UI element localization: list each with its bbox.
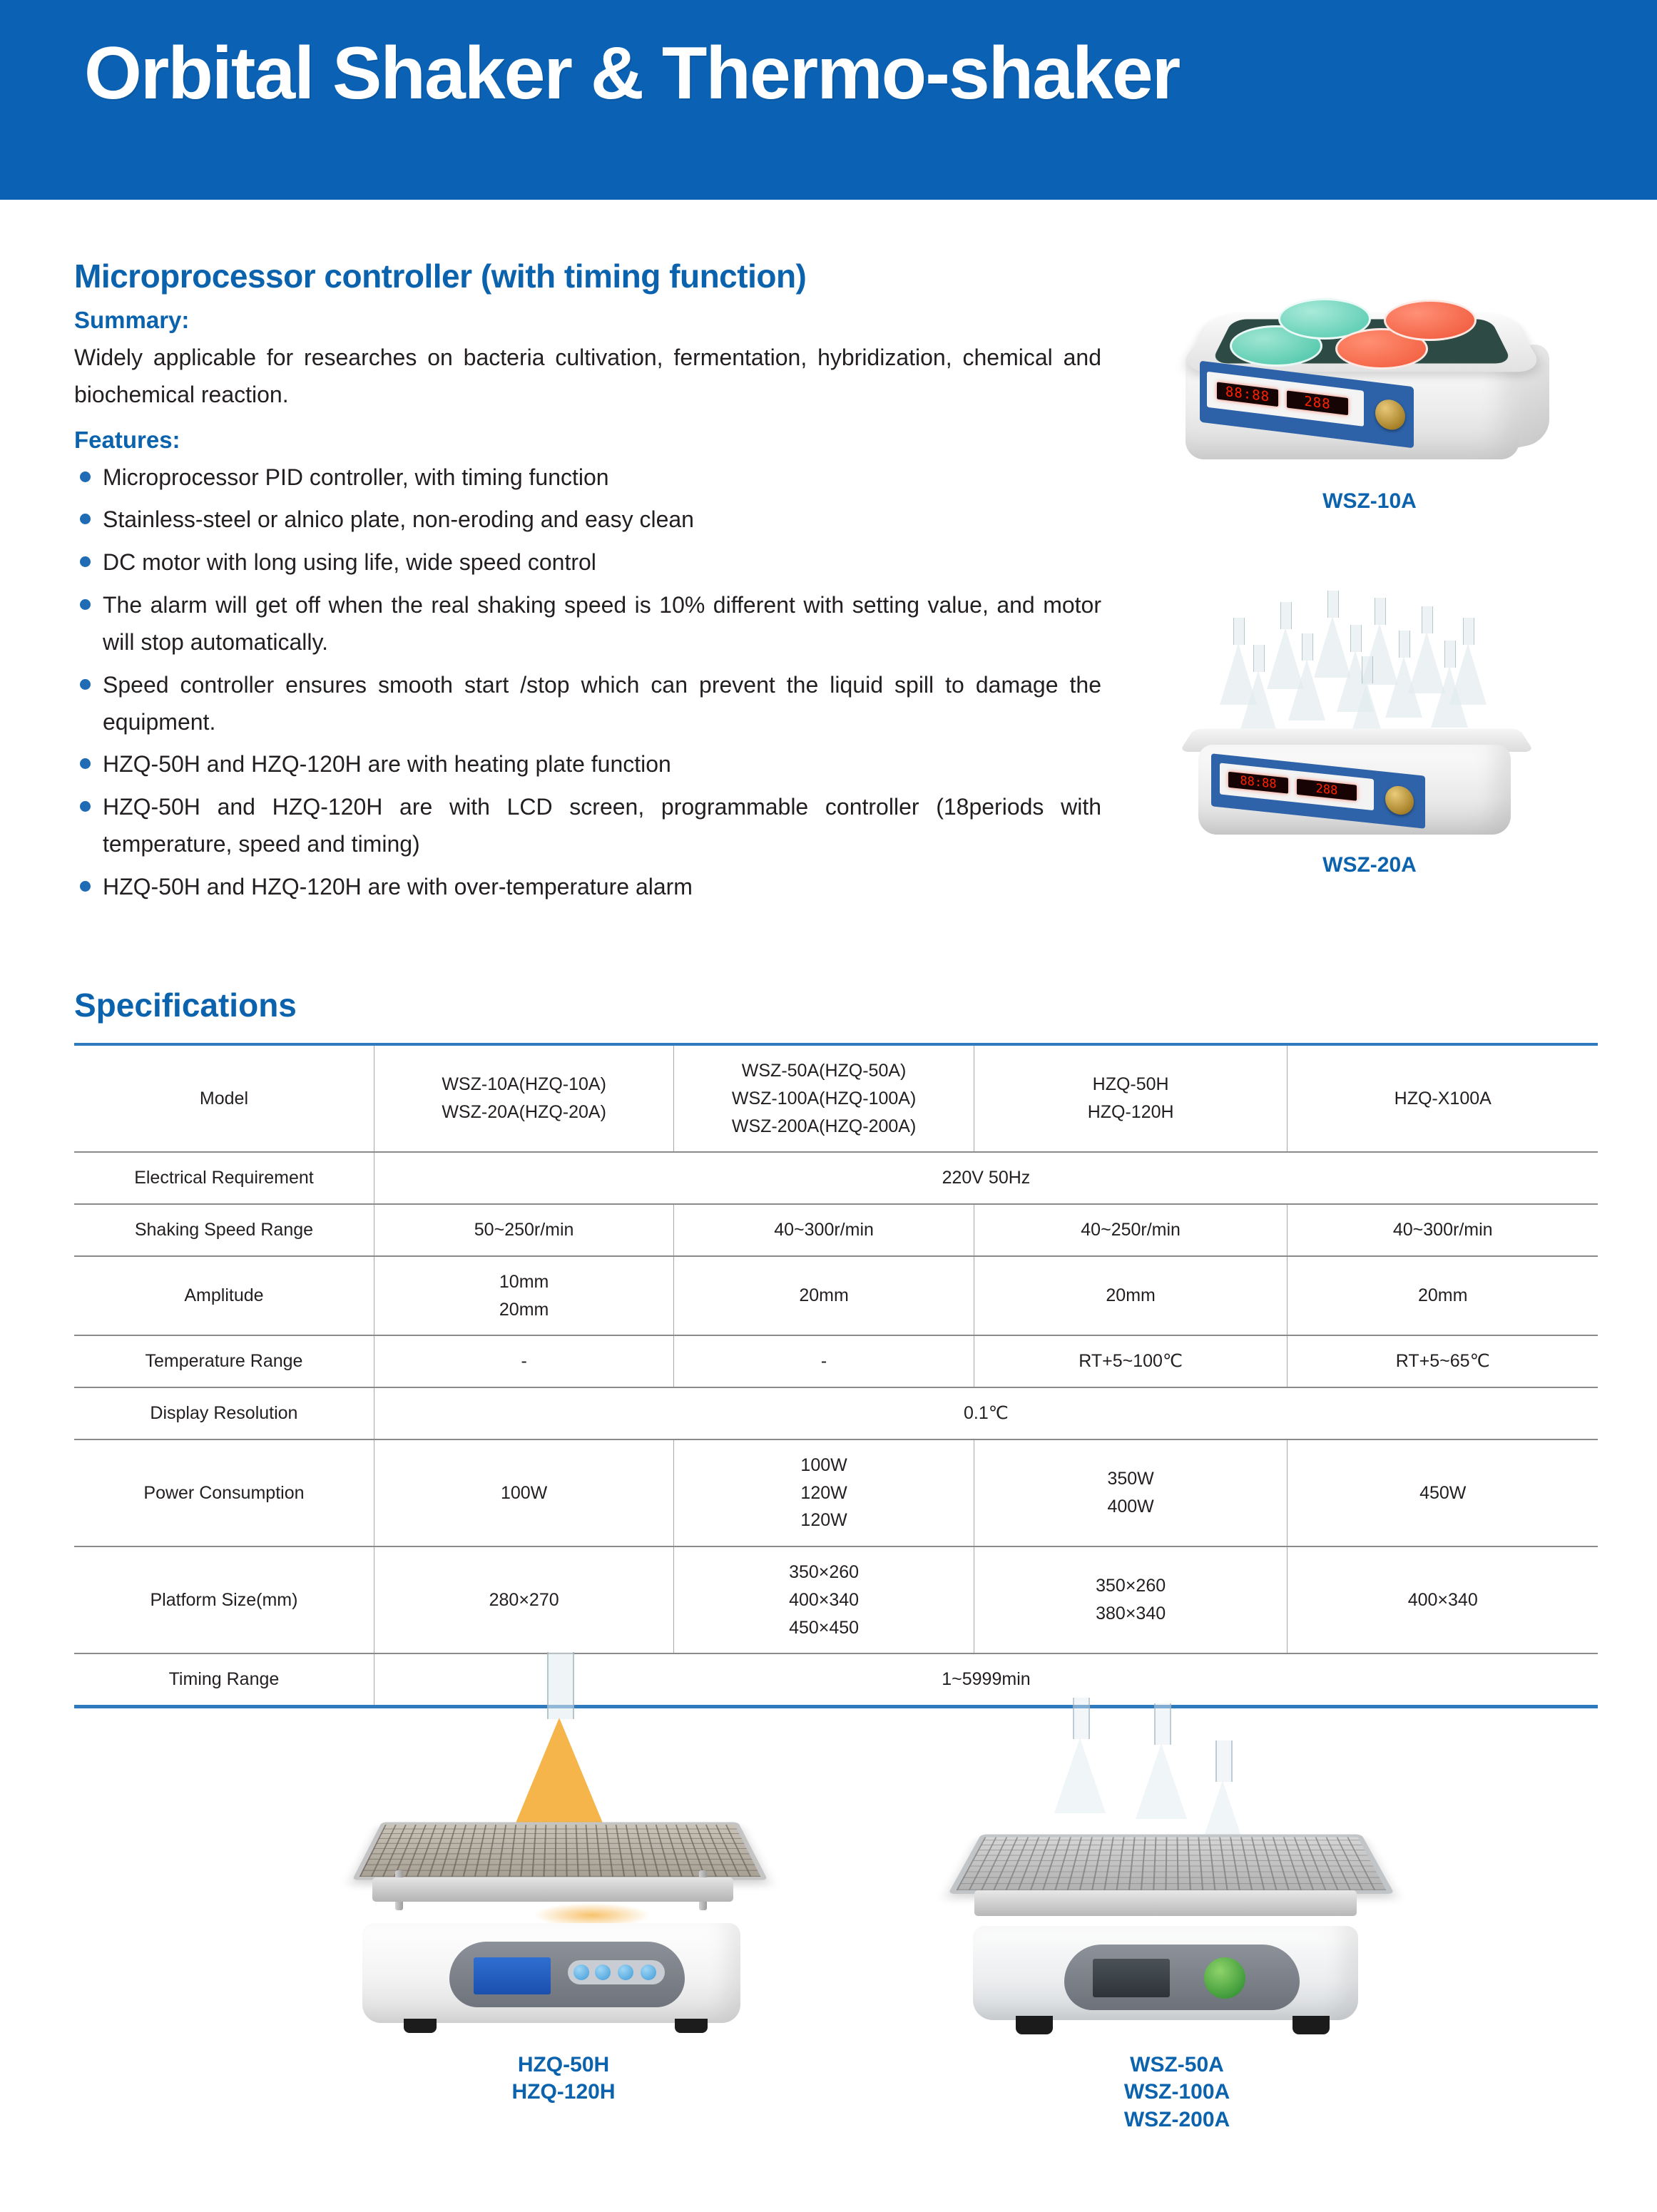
features-label: Features: [74, 426, 180, 453]
caption-line: HZQ-120H [511, 2080, 616, 2104]
petri-dish-red [1384, 300, 1477, 341]
product-caption [927, 2052, 1427, 2134]
feature-item: HZQ-50H and HZQ-120H are with heating plate function [74, 746, 1101, 783]
lcd-screen [1093, 1959, 1170, 1997]
speed-display: 288 [1287, 391, 1348, 416]
product-caption [314, 2052, 813, 2106]
cell-value: 40~300r/min [674, 1204, 974, 1256]
rubber-foot [404, 2019, 437, 2033]
start-stop-button [573, 1964, 589, 1980]
cell-value: 1~5999min [374, 1653, 1598, 1706]
table-row [74, 1204, 1598, 1256]
erlenmeyer-flask [1431, 666, 1468, 728]
table-row [74, 1335, 1598, 1387]
caption-line: WSZ-200A [1123, 2107, 1230, 2131]
product-figure-wsz-10a [1148, 270, 1591, 515]
control-panel [1064, 1945, 1300, 2010]
row-label: Timing Range [74, 1653, 374, 1706]
control-panel [449, 1942, 685, 2007]
product-caption: WSZ-10A [1322, 489, 1417, 513]
petri-dish-shaker-illustration [1170, 270, 1569, 484]
feature-item: HZQ-50H and HZQ-120H are with over-temperature alarm [74, 869, 1101, 906]
caption-line: HZQ-50H [517, 2053, 610, 2076]
cell-value: RT+5~100℃ [974, 1335, 1288, 1387]
specifications-title: Specifications [74, 987, 297, 1024]
feature-item: The alarm will get off when the real shaking speed is 10% different with setting value, and motor will stop automatically. [74, 587, 1101, 661]
row-label: Display Resolution [74, 1387, 374, 1439]
speed-knob [1385, 785, 1414, 816]
keypad [568, 1960, 665, 1984]
erlenmeyer-flask-orange [515, 1718, 603, 1825]
product-caption: WSZ-20A [1322, 853, 1417, 877]
product-figure-wsz-50a [927, 1712, 1427, 2134]
rubber-foot [1016, 2016, 1053, 2034]
cell-value: WSZ-10A(HZQ-10A) WSZ-20A(HZQ-20A) [374, 1044, 673, 1152]
table-row [74, 1439, 1598, 1546]
cell-value: WSZ-50A(HZQ-50A) WSZ-100A(HZQ-100A) WSZ-200A(HZQ-200A) [674, 1044, 974, 1152]
timer-display: 88:88 [1228, 772, 1288, 794]
decrease-button [641, 1964, 656, 1980]
increase-button [618, 1964, 633, 1980]
cell-value: 20mm [974, 1256, 1288, 1336]
row-label: Electrical Requirement [74, 1152, 374, 1204]
row-label: Model [74, 1044, 374, 1152]
product-figure-wsz-20a [1148, 591, 1591, 879]
cell-value: 20mm [674, 1256, 974, 1336]
lcd-screen [474, 1957, 551, 1994]
flask-shaker-illustration [1170, 591, 1569, 847]
cell-value: 20mm [1288, 1256, 1598, 1336]
erlenmeyer-flask [1054, 1738, 1106, 1813]
cell-value: 10mm 20mm [374, 1256, 673, 1336]
section-title: Microprocessor controller (with timing function) [74, 258, 807, 295]
intro-section [74, 257, 1101, 912]
table-row [74, 1256, 1598, 1336]
cell-value: 400×340 [1288, 1546, 1598, 1653]
cell-value: 350×260 380×340 [974, 1546, 1288, 1653]
caption-line: WSZ-50A [1130, 2053, 1224, 2076]
display-bezel [1220, 763, 1374, 810]
cell-value: 350W 400W [974, 1439, 1288, 1546]
cell-value: - [374, 1335, 673, 1387]
cell-value: 280×270 [374, 1546, 673, 1653]
row-label: Amplitude [74, 1256, 374, 1336]
table-row [74, 1546, 1598, 1653]
table-row [74, 1044, 1598, 1152]
cell-value: 100W [374, 1439, 673, 1546]
feature-item: Speed controller ensures smooth start /stop which can prevent the liquid spill to damage the equipment. [74, 667, 1101, 741]
erlenmeyer-flask [1288, 659, 1325, 720]
feature-item: DC motor with long using life, wide speed control [74, 544, 1101, 581]
erlenmeyer-flask [1385, 656, 1422, 718]
row-label: Power Consumption [74, 1439, 374, 1546]
rubber-foot [1293, 2016, 1330, 2034]
summary-text: Widely applicable for researches on bacteria cultivation, fermentation, hybridization, chemical and biochemical reaction. [74, 345, 1101, 407]
cell-value: 40~300r/min [1288, 1204, 1598, 1256]
row-label: Shaking Speed Range [74, 1204, 374, 1256]
erlenmeyer-flask [1203, 1780, 1243, 1840]
cell-value: 40~250r/min [974, 1204, 1288, 1256]
set-button [595, 1964, 611, 1980]
speed-display: 288 [1297, 779, 1357, 801]
timer-display: 88:88 [1217, 382, 1278, 407]
row-label: Temperature Range [74, 1335, 374, 1387]
cell-value: 100W 120W 120W [674, 1439, 974, 1546]
page-header-banner [0, 0, 1657, 200]
platform-rail [372, 1877, 733, 1902]
cell-value: - [674, 1335, 974, 1387]
table-row [74, 1653, 1598, 1706]
table-row [74, 1387, 1598, 1439]
caption-line: WSZ-100A [1123, 2080, 1230, 2104]
cell-value: 0.1℃ [374, 1387, 1598, 1439]
erlenmeyer-flask [1136, 1743, 1187, 1819]
features-list [74, 459, 1101, 906]
cell-value: RT+5~65℃ [1288, 1335, 1598, 1387]
specifications-table [74, 1043, 1598, 1708]
cell-value: 350×260 400×340 450×450 [674, 1546, 974, 1653]
orbital-shaker-illustration [942, 1712, 1412, 2047]
rubber-foot [675, 2019, 708, 2033]
page-title: Orbital Shaker & Thermo-shaker [84, 32, 1180, 115]
cell-value: 220V 50Hz [374, 1152, 1598, 1204]
erlenmeyer-flask [1240, 671, 1277, 732]
cell-value: 450W [1288, 1439, 1598, 1546]
feature-item: HZQ-50H and HZQ-120H are with LCD screen, programmable controller (18periods with temperature, speed and timing) [74, 789, 1101, 863]
navigation-keypad [1204, 1957, 1245, 1999]
cell-value: HZQ-X100A [1288, 1044, 1598, 1152]
cell-value: HZQ-50H HZQ-120H [974, 1044, 1288, 1152]
cell-value: 50~250r/min [374, 1204, 673, 1256]
thermo-shaker-illustration [328, 1712, 799, 2047]
feature-item: Stainless-steel or alnico plate, non-eroding and easy clean [74, 501, 1101, 539]
display-bezel [1207, 372, 1364, 427]
product-figure-hzq-50h [314, 1712, 813, 2106]
row-label: Platform Size(mm) [74, 1546, 374, 1653]
mesh-platform [948, 1835, 1395, 1894]
feature-item: Microprocessor PID controller, with timing function [74, 459, 1101, 496]
summary-label: Summary: [74, 307, 190, 333]
table-row [74, 1152, 1598, 1204]
platform-rail [974, 1890, 1357, 1916]
speed-knob [1375, 398, 1405, 432]
